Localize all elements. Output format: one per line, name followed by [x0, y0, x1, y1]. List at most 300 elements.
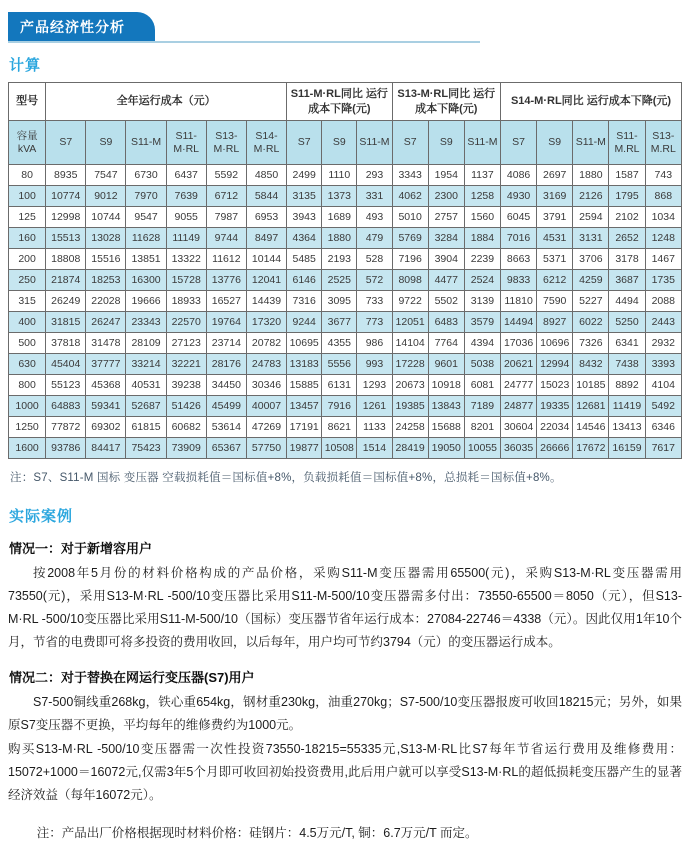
value-cell: 28109 — [126, 333, 166, 354]
value-cell: 12994 — [537, 354, 573, 375]
value-cell: 13028 — [86, 228, 126, 249]
value-cell: 1880 — [322, 228, 357, 249]
value-cell: 3095 — [322, 291, 357, 312]
capacity-cell: 80 — [9, 165, 46, 186]
table-row — [9, 312, 682, 333]
column-header-cell: S11-M — [464, 121, 500, 165]
value-cell: 11149 — [166, 228, 206, 249]
value-cell: 32221 — [166, 354, 206, 375]
value-cell: 3135 — [287, 186, 322, 207]
value-cell: 2300 — [428, 186, 464, 207]
value-cell: 19764 — [206, 312, 246, 333]
value-cell: 7590 — [537, 291, 573, 312]
value-cell: 493 — [357, 207, 392, 228]
value-cell: 3677 — [322, 312, 357, 333]
capacity-cell: 315 — [9, 291, 46, 312]
column-header-cell: S7 — [287, 121, 322, 165]
value-cell: 55123 — [46, 375, 86, 396]
value-cell: 19877 — [287, 438, 322, 459]
value-cell: 2932 — [645, 333, 681, 354]
value-cell: 60682 — [166, 417, 206, 438]
value-cell: 5592 — [206, 165, 246, 186]
value-cell: 5769 — [392, 228, 428, 249]
value-cell: 7196 — [392, 249, 428, 270]
value-cell: 19385 — [392, 396, 428, 417]
value-cell: 47269 — [246, 417, 286, 438]
value-cell: 13322 — [166, 249, 206, 270]
group-header-cell: S11-M·RL同比 运行成本下降(元) — [287, 83, 392, 121]
value-cell: 22028 — [86, 291, 126, 312]
value-cell: 1467 — [645, 249, 681, 270]
group-header-cell: S13-M·RL同比 运行成本下降(元) — [392, 83, 500, 121]
value-cell: 12681 — [573, 396, 609, 417]
case1-body: 按2008年5月份的材料价格构成的产品价格，采购S11-M变压器需用65500(元)，采购S13-M·RL变压器需用73550(元)，采用S13-M·RL -500/10变压器比采用S11-M-500/10变压器需多付出：73550-65500＝8050（元），但S13-M·RL -500/10变压器比采用S11-M-500/10（国标）变压器节省年运行成本：27084-22746＝4338（元）。因此仅用1年10个月，节省的电费即可将多投资的费用收回，以后每年，用户均可节约3794（元）的变压器运行成本。 — [8, 566, 682, 650]
value-cell: 39238 — [166, 375, 206, 396]
capacity-cell: 630 — [9, 354, 46, 375]
value-cell: 6730 — [126, 165, 166, 186]
value-cell: 1258 — [464, 186, 500, 207]
value-cell: 12998 — [46, 207, 86, 228]
value-cell: 3139 — [464, 291, 500, 312]
value-cell: 3169 — [537, 186, 573, 207]
value-cell: 37777 — [86, 354, 126, 375]
column-header-cell: S11-M·RL — [166, 121, 206, 165]
value-cell: 17191 — [287, 417, 322, 438]
value-cell: 22034 — [537, 417, 573, 438]
value-cell: 26249 — [46, 291, 86, 312]
value-cell: 45368 — [86, 375, 126, 396]
value-cell: 4394 — [464, 333, 500, 354]
value-cell: 7916 — [322, 396, 357, 417]
table-row — [9, 249, 682, 270]
value-cell: 30604 — [501, 417, 537, 438]
value-cell: 3393 — [645, 354, 681, 375]
value-cell: 20782 — [246, 333, 286, 354]
value-cell: 2499 — [287, 165, 322, 186]
value-cell: 10695 — [287, 333, 322, 354]
value-cell: 53614 — [206, 417, 246, 438]
value-cell: 2102 — [609, 207, 645, 228]
value-cell: 13843 — [428, 396, 464, 417]
value-cell: 9547 — [126, 207, 166, 228]
value-cell: 2697 — [537, 165, 573, 186]
value-cell: 2193 — [322, 249, 357, 270]
value-cell: 84417 — [86, 438, 126, 459]
value-cell: 1514 — [357, 438, 392, 459]
cost-table-head — [9, 83, 682, 165]
table-row — [9, 396, 682, 417]
value-cell: 11419 — [609, 396, 645, 417]
value-cell: 3904 — [428, 249, 464, 270]
value-cell: 5250 — [609, 312, 645, 333]
value-cell: 8663 — [501, 249, 537, 270]
value-cell: 28419 — [392, 438, 428, 459]
value-cell: 11628 — [126, 228, 166, 249]
value-cell: 6483 — [428, 312, 464, 333]
value-cell: 24877 — [501, 396, 537, 417]
value-cell: 73909 — [166, 438, 206, 459]
value-cell: 1293 — [357, 375, 392, 396]
value-cell: 40531 — [126, 375, 166, 396]
value-cell: 23714 — [206, 333, 246, 354]
value-cell: 1137 — [464, 165, 500, 186]
value-cell: 61815 — [126, 417, 166, 438]
value-cell: 15688 — [428, 417, 464, 438]
value-cell: 1587 — [609, 165, 645, 186]
value-cell: 9744 — [206, 228, 246, 249]
value-cell: 12051 — [392, 312, 428, 333]
value-cell: 18253 — [86, 270, 126, 291]
value-cell: 733 — [357, 291, 392, 312]
value-cell: 30346 — [246, 375, 286, 396]
cost-table-body — [9, 165, 682, 459]
column-header-cell: S11-M — [357, 121, 392, 165]
capacity-cell: 1600 — [9, 438, 46, 459]
value-cell: 3178 — [609, 249, 645, 270]
value-cell: 6081 — [464, 375, 500, 396]
value-cell: 45404 — [46, 354, 86, 375]
value-cell: 64883 — [46, 396, 86, 417]
table-row — [9, 186, 682, 207]
capacity-cell: 1000 — [9, 396, 46, 417]
value-cell: 572 — [357, 270, 392, 291]
column-header-cell: S11-M.RL — [609, 121, 645, 165]
value-cell: 8098 — [392, 270, 428, 291]
capacity-label: 容量 — [16, 129, 38, 142]
value-cell: 1880 — [573, 165, 609, 186]
model-header-cell: 型号 — [9, 83, 46, 121]
value-cell: 57750 — [246, 438, 286, 459]
value-cell: 26666 — [537, 438, 573, 459]
column-header-cell: S13-M·RL — [206, 121, 246, 165]
value-cell: 59341 — [86, 396, 126, 417]
capacity-cell: 160 — [9, 228, 46, 249]
value-cell: 5502 — [428, 291, 464, 312]
value-cell: 14104 — [392, 333, 428, 354]
capacity-cell: 400 — [9, 312, 46, 333]
value-cell: 4355 — [322, 333, 357, 354]
case2-body-1: S7-500铜线重268kg，铁心重654kg，钢材重230kg，油重270kg；S7-500/10变压器报废可收回18215元；另外，如果原S7变压器不更换，平均每年的维修费约为1000元。 — [8, 694, 682, 732]
pricing-footnote: 注：产品出厂价格根据现时材料价格：硅钢片：4.5万元/T, 铜：6.7万元/T 而定。 — [36, 826, 478, 841]
value-cell: 743 — [645, 165, 681, 186]
value-cell: 4086 — [501, 165, 537, 186]
section-heading-cases: 实际案例 — [9, 508, 74, 525]
value-cell: 10696 — [537, 333, 573, 354]
value-cell: 6131 — [322, 375, 357, 396]
value-cell: 2757 — [428, 207, 464, 228]
value-cell: 331 — [357, 186, 392, 207]
value-cell: 20621 — [501, 354, 537, 375]
value-cell: 24258 — [392, 417, 428, 438]
value-cell: 773 — [357, 312, 392, 333]
capacity-cell: 1250 — [9, 417, 46, 438]
value-cell: 7547 — [86, 165, 126, 186]
value-cell: 5556 — [322, 354, 357, 375]
value-cell: 10055 — [464, 438, 500, 459]
value-cell: 5844 — [246, 186, 286, 207]
table-footnote: 注：S7、S11-M 国标 变压器 空载损耗值＝国标值+8%，负载损耗值＝国标值+8%，总损耗＝国标值+8%。 — [10, 472, 562, 484]
header-group-row — [9, 83, 682, 121]
value-cell: 40007 — [246, 396, 286, 417]
value-cell: 6146 — [287, 270, 322, 291]
value-cell: 868 — [645, 186, 681, 207]
value-cell: 4531 — [537, 228, 573, 249]
value-cell: 7316 — [287, 291, 322, 312]
value-cell: 9833 — [501, 270, 537, 291]
value-cell: 1735 — [645, 270, 681, 291]
value-cell: 12041 — [246, 270, 286, 291]
column-header-cell: S11-M — [126, 121, 166, 165]
value-cell: 5227 — [573, 291, 609, 312]
value-cell: 7764 — [428, 333, 464, 354]
column-header-cell: S9 — [537, 121, 573, 165]
case2-body-2: 购买S13-M·RL -500/10变压器需一次性投资73550-18215=55335元,S13-M·RL比S7每年节省运行费用及维修费用：15072+1000＝16072元,仅需3年5个月即可收回初始投资费用,此后用户就可以享受S13-M·RL的超低损耗变压器产生的显著经济效益（每年16072元）。 — [8, 741, 682, 802]
value-cell: 2652 — [609, 228, 645, 249]
value-cell: 19335 — [537, 396, 573, 417]
value-cell: 4850 — [246, 165, 286, 186]
value-cell: 528 — [357, 249, 392, 270]
value-cell: 10185 — [573, 375, 609, 396]
value-cell: 7639 — [166, 186, 206, 207]
column-header-cell: S9 — [322, 121, 357, 165]
page-title-banner: 产品经济性分析 — [8, 12, 155, 41]
value-cell: 1110 — [322, 165, 357, 186]
value-cell: 16300 — [126, 270, 166, 291]
value-cell: 13183 — [287, 354, 322, 375]
capacity-cell: 100 — [9, 186, 46, 207]
value-cell: 37818 — [46, 333, 86, 354]
value-cell: 23343 — [126, 312, 166, 333]
value-cell: 1034 — [645, 207, 681, 228]
value-cell: 18933 — [166, 291, 206, 312]
value-cell: 9244 — [287, 312, 322, 333]
value-cell: 14546 — [573, 417, 609, 438]
value-cell: 6341 — [609, 333, 645, 354]
value-cell: 3706 — [573, 249, 609, 270]
value-cell: 11612 — [206, 249, 246, 270]
column-header-cell: S7 — [46, 121, 86, 165]
value-cell: 10744 — [86, 207, 126, 228]
capacity-cell: 125 — [9, 207, 46, 228]
value-cell: 8497 — [246, 228, 286, 249]
value-cell: 13851 — [126, 249, 166, 270]
value-cell: 93786 — [46, 438, 86, 459]
value-cell: 2126 — [573, 186, 609, 207]
value-cell: 4104 — [645, 375, 681, 396]
value-cell: 6045 — [501, 207, 537, 228]
table-row — [9, 228, 682, 249]
column-header-cell: S14-M·RL — [246, 121, 286, 165]
value-cell: 2525 — [322, 270, 357, 291]
value-cell: 5371 — [537, 249, 573, 270]
value-cell: 10144 — [246, 249, 286, 270]
value-cell: 8935 — [46, 165, 86, 186]
value-cell: 1248 — [645, 228, 681, 249]
value-cell: 21874 — [46, 270, 86, 291]
table-row — [9, 375, 682, 396]
value-cell: 7016 — [501, 228, 537, 249]
value-cell: 4259 — [573, 270, 609, 291]
value-cell: 31478 — [86, 333, 126, 354]
value-cell: 24777 — [501, 375, 537, 396]
value-cell: 15885 — [287, 375, 322, 396]
value-cell: 24783 — [246, 354, 286, 375]
value-cell: 6437 — [166, 165, 206, 186]
column-header-cell: S7 — [501, 121, 537, 165]
value-cell: 7617 — [645, 438, 681, 459]
value-cell: 5038 — [464, 354, 500, 375]
value-cell: 8621 — [322, 417, 357, 438]
value-cell: 8201 — [464, 417, 500, 438]
value-cell: 1954 — [428, 165, 464, 186]
value-cell: 22570 — [166, 312, 206, 333]
case1-title: 情况一：对于新增容用户 — [9, 541, 153, 556]
value-cell: 36035 — [501, 438, 537, 459]
value-cell: 7987 — [206, 207, 246, 228]
value-cell: 2088 — [645, 291, 681, 312]
value-cell: 6346 — [645, 417, 681, 438]
table-row — [9, 333, 682, 354]
value-cell: 4494 — [609, 291, 645, 312]
value-cell: 75423 — [126, 438, 166, 459]
table-row — [9, 354, 682, 375]
table-row — [9, 165, 682, 186]
value-cell: 6022 — [573, 312, 609, 333]
value-cell: 45499 — [206, 396, 246, 417]
value-cell: 26247 — [86, 312, 126, 333]
value-cell: 993 — [357, 354, 392, 375]
value-cell: 293 — [357, 165, 392, 186]
value-cell: 3131 — [573, 228, 609, 249]
table-row — [9, 207, 682, 228]
group-header-cell: 全年运行成本（元） — [46, 83, 287, 121]
value-cell: 1884 — [464, 228, 500, 249]
table-row — [9, 438, 682, 459]
table-row — [9, 270, 682, 291]
value-cell: 6953 — [246, 207, 286, 228]
value-cell: 5485 — [287, 249, 322, 270]
value-cell: 986 — [357, 333, 392, 354]
value-cell: 18808 — [46, 249, 86, 270]
value-cell: 27123 — [166, 333, 206, 354]
header-column-row — [9, 121, 682, 165]
case2-title: 情况二：对于替换在网运行变压器(S7)用户 — [9, 669, 255, 685]
value-cell: 3687 — [609, 270, 645, 291]
capacity-unit: kVA — [17, 142, 37, 155]
value-cell: 15023 — [537, 375, 573, 396]
value-cell: 1689 — [322, 207, 357, 228]
value-cell: 8432 — [573, 354, 609, 375]
value-cell: 3943 — [287, 207, 322, 228]
value-cell: 2239 — [464, 249, 500, 270]
value-cell: 15513 — [46, 228, 86, 249]
value-cell: 5492 — [645, 396, 681, 417]
section-heading-calculation: 计算 — [9, 57, 42, 74]
value-cell: 15516 — [86, 249, 126, 270]
capacity-cell: 200 — [9, 249, 46, 270]
value-cell: 17672 — [573, 438, 609, 459]
value-cell: 16527 — [206, 291, 246, 312]
value-cell: 14439 — [246, 291, 286, 312]
value-cell: 10774 — [46, 186, 86, 207]
value-cell: 28176 — [206, 354, 246, 375]
value-cell: 10508 — [322, 438, 357, 459]
column-header-cell: S9 — [86, 121, 126, 165]
value-cell: 3791 — [537, 207, 573, 228]
value-cell: 9722 — [392, 291, 428, 312]
value-cell: 7438 — [609, 354, 645, 375]
value-cell: 2443 — [645, 312, 681, 333]
value-cell: 9055 — [166, 207, 206, 228]
value-cell: 20673 — [392, 375, 428, 396]
column-header-cell: S11-M — [573, 121, 609, 165]
capacity-header-cell — [9, 121, 46, 165]
value-cell: 69302 — [86, 417, 126, 438]
value-cell: 4477 — [428, 270, 464, 291]
value-cell: 1133 — [357, 417, 392, 438]
value-cell: 16159 — [609, 438, 645, 459]
column-header-cell: S7 — [392, 121, 428, 165]
value-cell: 6712 — [206, 186, 246, 207]
page-header — [8, 12, 480, 43]
value-cell: 2524 — [464, 270, 500, 291]
value-cell: 52687 — [126, 396, 166, 417]
value-cell: 9601 — [428, 354, 464, 375]
value-cell: 14494 — [501, 312, 537, 333]
value-cell: 65367 — [206, 438, 246, 459]
value-cell: 10918 — [428, 375, 464, 396]
value-cell: 3284 — [428, 228, 464, 249]
value-cell: 8892 — [609, 375, 645, 396]
value-cell: 1261 — [357, 396, 392, 417]
value-cell: 6212 — [537, 270, 573, 291]
table-row — [9, 291, 682, 312]
value-cell: 4364 — [287, 228, 322, 249]
value-cell: 7326 — [573, 333, 609, 354]
value-cell: 13413 — [609, 417, 645, 438]
value-cell: 3343 — [392, 165, 428, 186]
capacity-cell: 800 — [9, 375, 46, 396]
value-cell: 7189 — [464, 396, 500, 417]
column-header-cell: S9 — [428, 121, 464, 165]
value-cell: 51426 — [166, 396, 206, 417]
value-cell: 31815 — [46, 312, 86, 333]
value-cell: 15728 — [166, 270, 206, 291]
value-cell: 5010 — [392, 207, 428, 228]
value-cell: 4930 — [501, 186, 537, 207]
table-row — [9, 417, 682, 438]
value-cell: 1795 — [609, 186, 645, 207]
value-cell: 4062 — [392, 186, 428, 207]
value-cell: 77872 — [46, 417, 86, 438]
group-header-cell: S14-M·RL同比 运行成本下降(元) — [501, 83, 682, 121]
capacity-cell: 500 — [9, 333, 46, 354]
annual-operating-cost-table — [8, 82, 682, 459]
value-cell: 1373 — [322, 186, 357, 207]
column-header-cell: S13-M.RL — [645, 121, 681, 165]
value-cell: 34450 — [206, 375, 246, 396]
value-cell: 7970 — [126, 186, 166, 207]
value-cell: 19666 — [126, 291, 166, 312]
capacity-cell: 250 — [9, 270, 46, 291]
value-cell: 13457 — [287, 396, 322, 417]
value-cell: 479 — [357, 228, 392, 249]
value-cell: 8927 — [537, 312, 573, 333]
value-cell: 2594 — [573, 207, 609, 228]
value-cell: 17320 — [246, 312, 286, 333]
value-cell: 17228 — [392, 354, 428, 375]
value-cell: 9012 — [86, 186, 126, 207]
